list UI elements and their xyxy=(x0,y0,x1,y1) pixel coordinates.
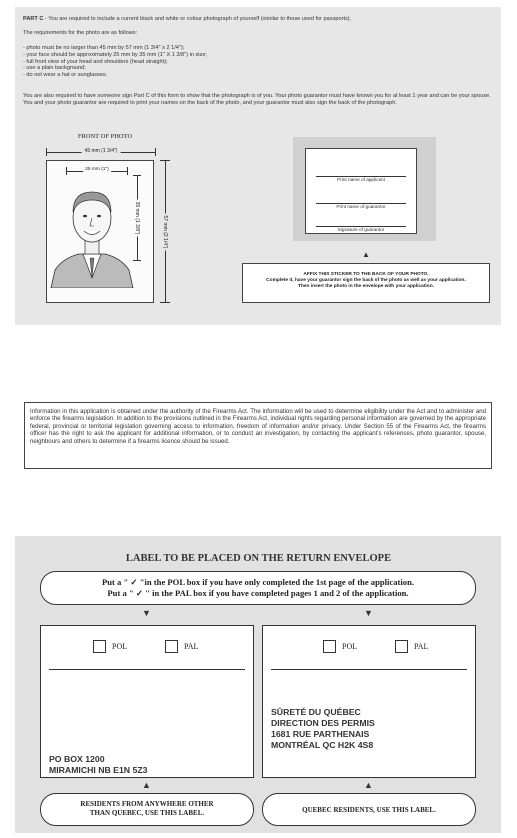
privacy-notice: Information in this application is obtained under the authority of the Firearms Act. The information will be used to determine eligibility under the Act and to administer and enforce the firearms legislation. In addition to the provisions outlined in the Firearms Act, individual rights regarding personal information are governed by the appropriate federal, provincial or territorial legislation governing access to information, freedom of information and/or privacy. Under Section 55 of the Firearms Act, the firearms officer has the right to ask the applicant for additional information, or to conduct an investigation, by contacting the applicant's references, photo guarantor, spouse, neighbours and others to determine if a firearms licence should be issued. xyxy=(24,402,492,469)
pal-checkbox[interactable]: PAL xyxy=(165,640,198,653)
arrow-up-icon: ▲ xyxy=(362,250,370,259)
guarantor-text: You are also required to have someone sign Part C of this form to show that the photograph is of you. Your photo guarantor must have known you for at least 1 year and can be your spouse. You and your photo guarantor are required to print your names on the back of the photo, and your guarantor must also sign the back of the photograph. xyxy=(23,93,491,106)
photo-sticker xyxy=(305,148,417,234)
checkbox-instructions: Put a " ✓ "in the POL box if you have only completed the 1st page of the application. Put a " ✓ " in the PAL box if you have completed pages 1 and 2 of the application. xyxy=(40,571,476,605)
label-other-provinces xyxy=(40,625,254,778)
arrow-down-icon: ▼ xyxy=(364,608,373,618)
label-title: LABEL TO BE PLACED ON THE RETURN ENVELOPE xyxy=(125,553,392,564)
address-other-provinces: PO BOX 1200 MIRAMICHI NB E1N 5Z3 xyxy=(49,754,148,775)
requirements-intro: The requirements for the photo are as follows: xyxy=(23,30,138,36)
checkbox-square[interactable] xyxy=(93,640,106,653)
requirements-list xyxy=(23,45,497,79)
face-width-label: 25 mm (1") xyxy=(85,167,109,172)
photo-height-label: 57 mm (2 1/4") xyxy=(162,215,168,248)
face-height-label: 35 mm (1 3/8") xyxy=(134,201,140,235)
pol-checkbox[interactable]: POL xyxy=(93,640,127,653)
face-height-dimension xyxy=(133,175,141,261)
photo-height-dimension xyxy=(160,160,170,303)
address-quebec: SÛRETÉ DU QUÉBEC DIRECTION DES PERMIS 1681 RUE PARTHENAIS MONTRÉAL QC H2K 4S8 xyxy=(271,707,375,750)
requirement-item: - photo must be no larger than 45 mm by 57 mm (1 3/4" x 2 1/4"); xyxy=(23,45,185,51)
pal-checkbox[interactable]: PAL xyxy=(395,640,428,653)
checkbox-square[interactable] xyxy=(165,640,178,653)
residents-other-note: RESIDENTS FROM ANYWHERE OTHER THAN QUEBEC, USE THIS LABEL. xyxy=(40,793,254,826)
arrow-down-icon: ▼ xyxy=(142,608,151,618)
arrow-up-icon: ▲ xyxy=(364,780,373,790)
affix-instructions: AFFIX THIS STICKER TO THE BACK OF YOUR PHOTO. Complete it, have your guarantor sign the back of the photo as well as your application. Then insert the photo in the envelope with your application. xyxy=(242,263,490,303)
front-of-photo-title: FRONT OF PHOTO xyxy=(77,133,133,140)
sample-portrait-image xyxy=(49,178,135,288)
checkbox-square[interactable] xyxy=(395,640,408,653)
label-quebec xyxy=(262,625,476,778)
applicant-name-label: Print name of applicant xyxy=(337,177,385,182)
guarantor-signature-label: Signature of guarantor xyxy=(337,227,385,232)
part-c-intro: PART C - You are required to include a current black and white or colour photograph of yourself (similar to those used for passports). xyxy=(23,16,352,22)
pol-checkbox[interactable]: POL xyxy=(323,640,357,653)
part-c-heading: PART C xyxy=(23,16,44,22)
guarantor-name-label: Print name of guarantor xyxy=(336,204,386,209)
requirement-item: - full front view of your head and shoulders (head straight); xyxy=(23,58,168,65)
quebec-residents-note: QUEBEC RESIDENTS, USE THIS LABEL. xyxy=(262,793,476,826)
photo-width-dimension xyxy=(46,148,156,156)
requirement-item: - your face should be approximately 25 mm by 35 mm (1" X 1 3/8") in size; xyxy=(23,51,207,58)
requirement-item: - do not wear a hat or sunglasses. xyxy=(23,72,108,79)
checkbox-square[interactable] xyxy=(323,640,336,653)
requirement-item: - use a plain background; xyxy=(23,65,86,72)
photo-width-label: 45 mm (1 3/4") xyxy=(82,148,121,154)
arrow-up-icon: ▲ xyxy=(142,780,151,790)
face-width-dimension xyxy=(66,167,128,175)
